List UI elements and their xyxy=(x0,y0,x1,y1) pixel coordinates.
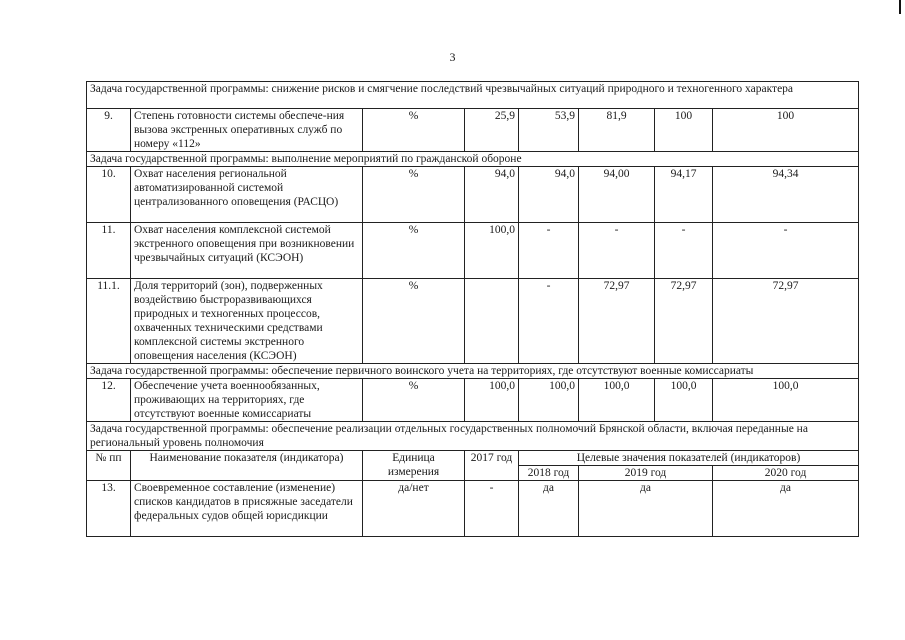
value-2018: 100,0 xyxy=(519,379,579,422)
header-2019: 2019 год xyxy=(579,466,713,481)
value-2017: 94,0 xyxy=(465,167,519,223)
value-extra: - xyxy=(713,223,859,279)
unit-cell: % xyxy=(363,379,465,422)
value-extra: 100,0 xyxy=(713,379,859,422)
page-number: 3 xyxy=(449,50,456,64)
value-extra: 72,97 xyxy=(713,279,859,364)
row-number: 13. xyxy=(87,481,131,537)
value-2020: 72,97 xyxy=(655,279,713,364)
table-row xyxy=(87,379,859,422)
header-row xyxy=(87,451,859,466)
task-text: Задача государственной программы: снижение рисков и смягчение последствий чрезвычайных ситуаций природного и техногенного характера xyxy=(87,82,859,109)
table-row xyxy=(87,481,859,537)
unit-cell: да/нет xyxy=(363,481,465,537)
header-2018: 2018 год xyxy=(519,466,579,481)
task-text: Задача государственной программы: выполнение мероприятий по гражданской обороне xyxy=(87,152,859,167)
value-2020: 94,17 xyxy=(655,167,713,223)
task-row xyxy=(87,422,859,451)
row-number: 11.1. xyxy=(87,279,131,364)
value-2018: 94,0 xyxy=(519,167,579,223)
value-extra: 100 xyxy=(713,109,859,152)
value-2020: - xyxy=(655,223,713,279)
indicator-name: Степень готовности системы обеспече-ния вызова экстренных оперативных служб по номеру «112» xyxy=(131,109,363,152)
indicators-table xyxy=(86,81,859,537)
row-number: 10. xyxy=(87,167,131,223)
task-text: Задача государственной программы: обеспечение первичного воинского учета на территориях, где отсутствуют военные комиссариаты xyxy=(87,364,859,379)
value-2019: 100,0 xyxy=(579,379,655,422)
value-2018: - xyxy=(519,223,579,279)
header-num: № пп xyxy=(87,451,131,481)
value-2017: - xyxy=(465,481,519,537)
indicator-name: Своевременное составление (изменение) списков кандидатов в присяжные заседатели федеральных судов общей юрисдикции xyxy=(131,481,363,537)
table-row xyxy=(87,109,859,152)
value-2018: да xyxy=(519,481,579,537)
task-row xyxy=(87,364,859,379)
value-2017: 100,0 xyxy=(465,379,519,422)
row-number: 12. xyxy=(87,379,131,422)
header-name: Наименование показателя (индикатора) xyxy=(131,451,363,481)
indicator-name: Охват населения комплексной системой экстренного оповещения при возникновении чрезвычайных ситуаций (КСЭОН) xyxy=(131,223,363,279)
indicator-name: Доля территорий (зон), подверженных воздействию быстроразвивающихся природных и техногенных процессов, охваченных техническими средствами комплексной системы экстренного оповещения населения (КСЭОН) xyxy=(131,279,363,364)
row-number: 9. xyxy=(87,109,131,152)
unit-cell: % xyxy=(363,109,465,152)
value-2019: 94,00 xyxy=(579,167,655,223)
header-unit: Единица измерения xyxy=(363,451,465,481)
value-2020: да xyxy=(713,481,859,537)
value-extra: 94,34 xyxy=(713,167,859,223)
indicator-name: Обеспечение учета военнообязанных, проживающих на территориях, где отсутствуют военные комиссариаты xyxy=(131,379,363,422)
header-2020: 2020 год xyxy=(713,466,859,481)
table-row xyxy=(87,279,859,364)
task-row xyxy=(87,152,859,167)
value-2018: - xyxy=(519,279,579,364)
unit-cell: % xyxy=(363,223,465,279)
value-2017 xyxy=(465,279,519,364)
header-2017: 2017 год xyxy=(465,451,519,481)
value-2019: - xyxy=(579,223,655,279)
indicator-name: Охват населения региональной автоматизированной системой централизованного оповещения (РАСЦО) xyxy=(131,167,363,223)
value-2017: 100,0 xyxy=(465,223,519,279)
value-2019: 81,9 xyxy=(579,109,655,152)
value-2019: да xyxy=(579,481,713,537)
task-text: Задача государственной программы: обеспечение реализации отдельных государственных полномочий Брянской области, включая переданные на региональный уровень полномочия xyxy=(87,422,859,451)
task-row xyxy=(87,82,859,109)
row-number: 11. xyxy=(87,223,131,279)
value-2020: 100 xyxy=(655,109,713,152)
value-2019: 72,97 xyxy=(579,279,655,364)
value-2020: 100,0 xyxy=(655,379,713,422)
table-row xyxy=(87,167,859,223)
unit-cell: % xyxy=(363,167,465,223)
unit-cell: % xyxy=(363,279,465,364)
table-row xyxy=(87,223,859,279)
edge-mark xyxy=(899,0,901,14)
header-targets: Целевые значения показателей (индикаторов) xyxy=(519,451,859,466)
value-2018: 53,9 xyxy=(519,109,579,152)
value-2017: 25,9 xyxy=(465,109,519,152)
